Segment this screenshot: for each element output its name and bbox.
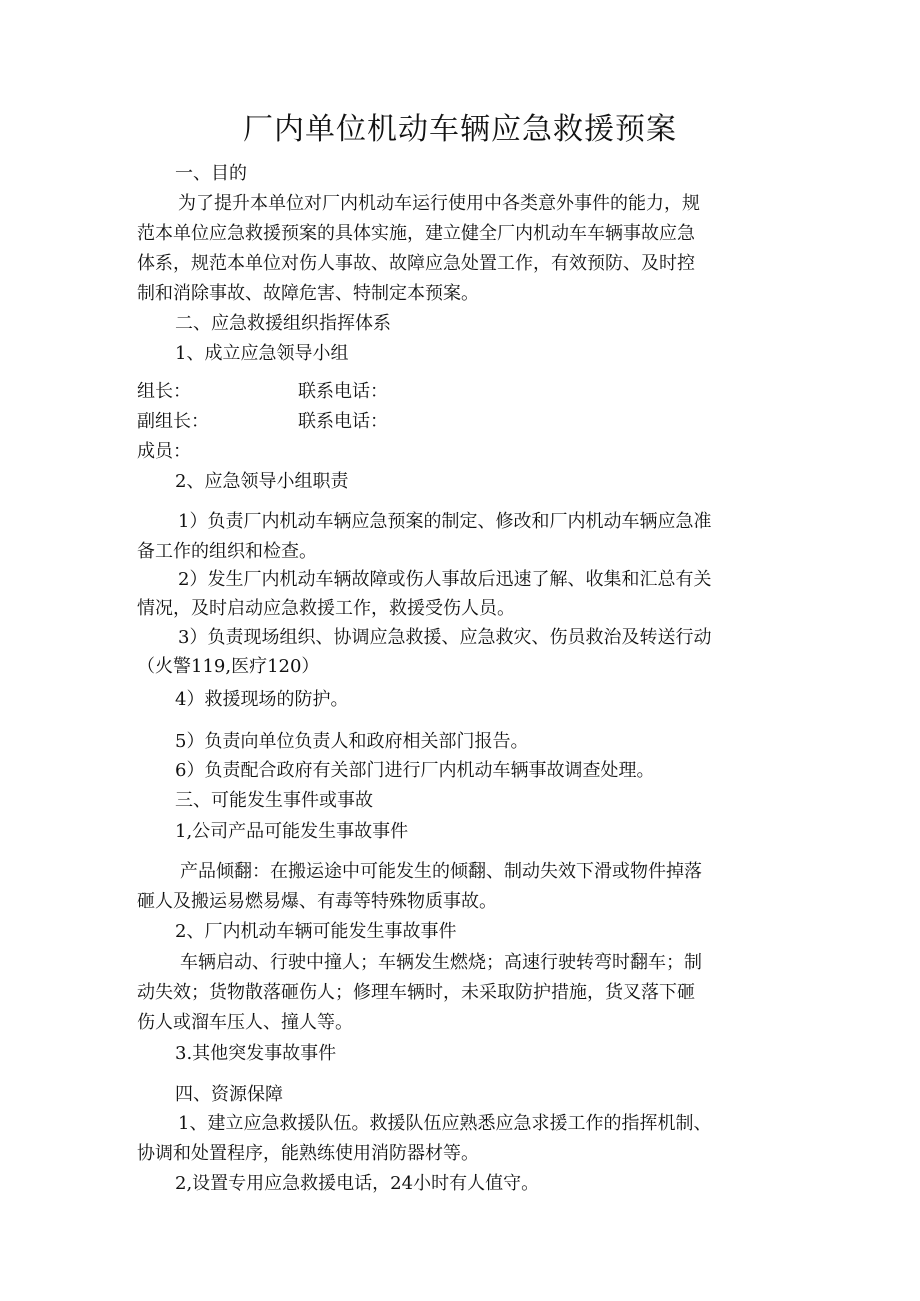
product-incident-line: 产品倾翻：在搬运途中可能发生的倾翻、制动失效下滑或物件掉落 [180,861,702,882]
duty-item: 6）负责配合政府有关部门进行厂内机动车辆事故调查处理。 [175,760,655,781]
duty-item-line: 备工作的组织和检查。 [137,541,317,562]
deputy-leader-label: 副组长： [137,411,209,432]
document-title: 厂内单位机动车辆应急救援预案 [243,112,677,147]
vehicle-incident-line: 伤人或溜车压人、撞人等。 [137,1012,353,1033]
product-incident-line: 砸人及搬运易燃易爆、有毒等特殊物质事故。 [137,891,497,912]
section-heading-resources: 四、资源保障 [175,1084,283,1105]
purpose-paragraph-line: 为了提升本单位对厂内机动车运行使用中各类意外事件的能力，规 [178,193,700,214]
duty-item-line: 1）负责厂内机动车辆应急预案的制定、修改和厂内机动车辆应急准 [178,511,712,532]
resource-item-line: 1、建立应急救援队伍。救援队伍应熟悉应急求援工作的指挥机制、 [178,1113,712,1134]
leader-label: 组长： [137,381,191,402]
vehicle-incident-line: 动失效；货物散落砸伤人；修理车辆时，未采取防护措施，货叉落下砸 [137,982,695,1003]
duty-item-line: 情况，及时启动应急救援工作，救援受伤人员。 [137,598,515,619]
members-label: 成员： [137,441,191,462]
resource-item-line: 协调和处置程序，能熟练使用消防器材等。 [137,1143,479,1164]
deputy-phone-label: 联系电话： [298,411,388,432]
subheading-product-incidents: 1,公司产品可能发生事故事件 [175,821,409,842]
section-heading-command-system: 二、应急救援组织指挥体系 [175,313,391,334]
duty-item-line: 3）负责现场组织、协调应急救援、应急救灾、伤员救治及转送行动 [178,627,712,648]
duty-item-line: 2）发生厂内机动车辆故障或伤人事故后迅速了解、收集和汇总有关 [178,569,712,590]
section-heading-purpose: 一、目的 [175,163,247,184]
vehicle-incident-line: 车辆启动、行驶中撞人；车辆发生燃烧；高速行驶转弯时翻车；制 [180,952,702,973]
subheading-leadership-group: 1、成立应急领导小组 [175,343,349,364]
subheading-other-incidents: 3.其他突发事故事件 [175,1043,337,1064]
subheading-vehicle-incidents: 2、厂内机动车辆可能发生事故事件 [175,921,457,942]
leader-phone-label: 联系电话： [298,381,388,402]
purpose-paragraph-line: 体系，规范本单位对伤人事故、故障应急处置工作，有效预防、及时控 [137,253,695,274]
purpose-paragraph-line: 范本单位应急救援预案的具体实施，建立健全厂内机动车车辆事故应急 [137,223,695,244]
duty-item-line: （火警119,医疗120） [137,656,320,677]
subheading-group-duties: 2、应急领导小组职责 [175,471,349,492]
purpose-paragraph-line: 制和消除事故、故障危害、特制定本预案。 [137,283,479,304]
duty-item: 5）负责向单位负责人和政府相关部门报告。 [175,731,529,752]
duty-item: 4）救援现场的防护。 [175,689,349,710]
resource-item: 2,设置专用应急救援电话，24小时有人值守。 [175,1173,540,1194]
section-heading-possible-incidents: 三、可能发生事件或事故 [175,790,373,811]
